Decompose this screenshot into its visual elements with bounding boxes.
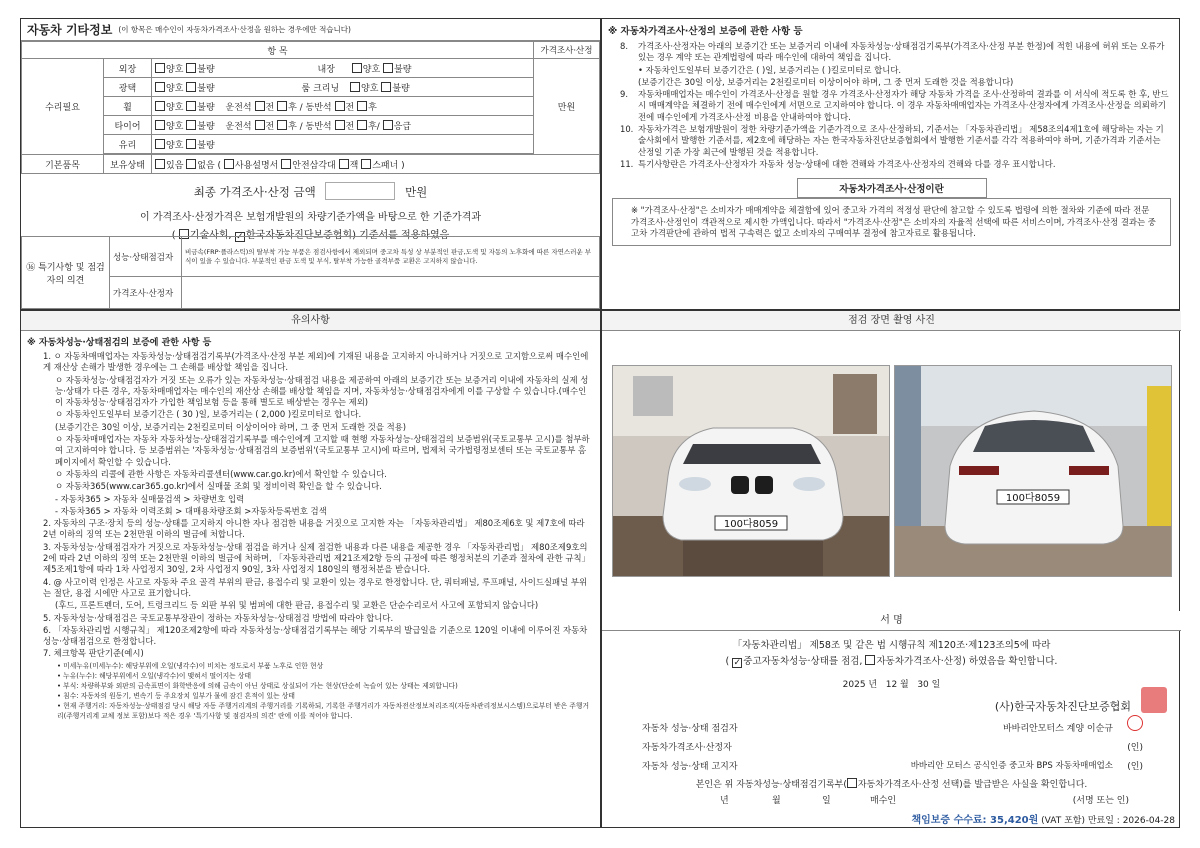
notice-header: 유의사항	[21, 311, 600, 331]
notice-item: 1. ㅇ 자동차매매업자는 자동차성능·상태점검기록부(가격조사·산정 부분 제외)에 기재된 내용을 고지하지 아니하거나 거짓으로 고지함으로써 매수인에게 재산상 손해가 발생한 경우에는 그 손해를 배상할 책임을 집니다.	[43, 351, 589, 373]
checkbox[interactable]	[847, 778, 857, 788]
receipt-line: 본인은 위 자동차성능·상태점검기록부( 자동차가격조사·산정 선택)를 발급받은 사실을 확인합니다.	[695, 780, 1088, 790]
price-unit: 만원	[534, 59, 600, 155]
sign-date: 2025 년 12 월 30 일	[842, 680, 941, 690]
notifier-value: 바바리안 모터스 공식인증 중고차 BPS 자동차매매업소	[910, 761, 1113, 771]
expiry-date: 만료일 : 2026-04-28	[1087, 816, 1175, 826]
row-glass: 유리	[104, 135, 152, 154]
criteria-item: • 누유(누수): 해당부위에서 오일(냉각수)이 맺혀서 떨어지는 상태	[57, 671, 252, 680]
notice-items	[43, 351, 591, 721]
row-owned: 보유상태	[104, 155, 152, 174]
notice-item: ㅇ 자동차인도일부터 보증기간은 ( 30 )일, 보증거리는 ( 2,000 )킬로미터로 합니다.	[55, 409, 362, 420]
price-guarantee-item: (보증기간은 30일 이상, 보증거리는 2천킬로미터 이상이어야 하며, 그 중 먼저 도래한 것을 적용합니다)	[638, 76, 1014, 87]
price-guarantee-panel	[602, 19, 1181, 309]
checkbox[interactable]	[352, 63, 362, 73]
rear-plate: 100다8059	[1005, 493, 1061, 504]
row-wheel: 휠	[104, 97, 152, 116]
checkbox-checked[interactable]: ✓	[236, 232, 244, 242]
glass-options: 양호 불량	[152, 135, 534, 154]
checkbox[interactable]	[186, 82, 196, 92]
checkbox[interactable]	[361, 159, 371, 169]
other-info-panel	[21, 19, 600, 309]
front-plate: 100다8059	[723, 519, 779, 530]
checkbox[interactable]	[186, 139, 196, 149]
notice-item: 4. @ 사고이력 인정은 사고로 자동차 주요 골격 부위의 판금, 용접수리 및 교환이 있는 경우로 한정합니다. 단, 쿼터패널, 루프패널, 사이드실패널 부위는 절단, 용접 시에만 사고로 표기합니다.	[43, 576, 588, 598]
checkbox[interactable]	[186, 120, 196, 130]
price-guarantee-item: 11. 특기사항란은 가격조사·산정자가 자동차 성능·상태에 대한 견해와 가격조사·산정자의 견해와 다를 경우 표시합니다.	[620, 158, 1056, 169]
price-box-text: ※ "가격조사·산정"은 소비자가 매매계약을 체결함에 있어 중고차 가격의 적정성 판단에 참고할 수 있도록 법령에 의한 절차와 기준에 따라 전문 가격조사·산정인이 객관적으로 제시한 가액입니다. 따라서 "가격조사·산정"은 소비자의 자율적 선택에 따른 서비스이며, 가격조사·산정 결과는 중고차 가격판단에 관하여 법적 구속력은 없고 소비자의 구매여부 결정에 참고자료로 활용됩니다.	[612, 198, 1171, 246]
criteria-item: • 미세누유(미세누수): 해당부위에 오일(냉각수)이 비치는 정도로서 부품 노후로 인한 현상	[57, 661, 324, 670]
checkbox[interactable]	[281, 159, 291, 169]
final-price-label: 최종 가격조사·산정 금액	[193, 185, 316, 199]
col-item: 항 목	[22, 42, 534, 59]
checkbox[interactable]	[277, 101, 287, 111]
checkbox[interactable]	[335, 101, 345, 111]
special-label: ⑯ 특기사항 및 점검자의 의견	[22, 237, 110, 309]
notifier-label: 자동차 성능·상태 고지자	[642, 762, 738, 772]
checkbox[interactable]	[155, 63, 165, 73]
checkbox[interactable]	[155, 139, 165, 149]
notice-item: 7. 체크항목 판단기준(예시)	[43, 648, 144, 659]
price-box-title: 자동차가격조사·산정이란	[797, 178, 987, 198]
checkbox[interactable]	[339, 159, 349, 169]
row-gloss: 광택	[104, 78, 152, 97]
price-guarantee-items	[602, 41, 1181, 170]
front-photo	[612, 365, 890, 577]
price-guarantee-header: ※ 자동차가격조사·산정의 보증에 관한 사항 등	[608, 26, 803, 37]
photo-sign-panel: 점검 장면 촬영 사진 100다8059 100다8059 서 명 「자동차관리법」 제58조 및 같은 법 시행규칙 제120조·제123조의5에 따라 ( ✓ 중고자동차성능·상태를 점검, 자동차가격조사·산정) 하였음을 확인합니다. 2025 년 12 월 30 일 (사)한국자동차진단보증협회 자동차 성능·상태 점검자 바바리안모터스 계양 이순규 자동차가격조사·산정자 (인) 자동차 성능·상태 고지자 바바리안 모터스 공식인증 중고차 BPS 자동차매매업소 (인) 본인은 위 자동차성능·상태점검기록부( 자동차가격조사·산정 선택)를 발급받은 사실을 확인합니다. 년 월 일 매수인 (서명 또는 인) 책임보증 수수료: 35,420원 (VAT 포함) 만료일 : 2026-04-28	[602, 311, 1181, 829]
final-price-input[interactable]	[325, 182, 395, 200]
checkbox[interactable]	[155, 101, 165, 111]
perf-inspector-label: 성능·상태점검자	[110, 237, 182, 277]
price-guarantee-item: • 자동차인도일부터 보증기간은 ( )일, 보증거리는 ( )킬로미터로 합니다.	[638, 64, 902, 75]
checkbox[interactable]	[255, 101, 265, 111]
photo-header: 점검 장면 촬영 사진	[602, 311, 1181, 331]
checkbox[interactable]	[277, 120, 287, 130]
notice-item: 3. 자동차성능·상태점검자가 거짓으로 자동차성능·상태 점검을 하거나 실제 점검한 내용과 다른 내용을 제공한 경우 「자동차관리법」 제80조제9호의2에 따라 2년 이하의 징역 또는 2천만원 이하의 벌금에 처하며, 「자동차관리법 제21조제2항 등의 규정에 따른 행정처분의 기준과 절차에 관한 규칙」 제5조제1항에 따라 1차 사업정지 30일, 2차 사업정지 90일, 3차 사업정지 180일의 행정처분을 받습니다.	[43, 541, 590, 575]
checkbox[interactable]	[381, 82, 391, 92]
notice-item: (후드, 프론트펜더, 도어, 트렁크리드 등 외판 부위 및 범퍼에 대한 판금, 용접수리 및 교환은 단순수리로서 사고에 포함되지 않습니다)	[55, 600, 539, 611]
checkbox[interactable]	[350, 82, 360, 92]
checkbox[interactable]	[224, 159, 234, 169]
law-line: 「자동차관리법」 제58조 및 같은 법 시행규칙 제120조·제123조의5에 따라	[732, 640, 1051, 651]
other-info-note: (이 항목은 매수인이 자동차가격조사·산정을 원하는 경우에만 적습니다)	[118, 25, 351, 34]
checkbox[interactable]	[186, 101, 196, 111]
checkbox[interactable]	[357, 120, 367, 130]
other-info-title: 자동차 기타정보	[27, 23, 113, 37]
basis-options: ( 기술사회, ✓ 한국자동차진단보증협회) 기준서를 적용하였음	[171, 230, 450, 242]
row-roomcleaning: 룸 크리닝	[301, 83, 340, 94]
notice-item: (보증기간은 30일 이상, 보증거리는 2천킬로미터 이상이어야 하며, 그 중 먼저 도래한 것을 적용)	[55, 421, 407, 432]
rear-photo	[894, 365, 1172, 577]
wheel-options: 양호 불량 운전석 전 후 / 동반석 전 후	[152, 97, 534, 116]
checkbox[interactable]	[155, 120, 165, 130]
gloss-options: 양호 불량 룸 크리닝 양호 불량	[152, 78, 534, 97]
notice-panel	[21, 311, 600, 829]
tire-options: 양호 불량 운전석 전 후 / 동반석 전 후/ 응급	[152, 116, 534, 135]
checkbox[interactable]	[357, 101, 367, 111]
notice-item: ㅇ 자동차365(www.car365.go.kr)에서 실매물 조회 및 정비이력 확인을 할 수 있습니다.	[55, 481, 382, 492]
inspector-value: 바바리안모터스 계양 이순규	[1002, 724, 1113, 734]
col-price: 가격조사·산정	[534, 42, 600, 59]
confirm-line: ( ✓ 중고자동차성능·상태를 점검, 자동차가격조사·산정) 하였음을 확인합니다.	[725, 656, 1058, 668]
exterior-options: 양호 불량 내장 양호 불량	[152, 59, 534, 78]
row-exterior: 외장	[104, 59, 152, 78]
basic-label: 기본품목	[22, 155, 104, 174]
checkbox-checked[interactable]: ✓	[733, 658, 742, 668]
notice-subheader: ※ 자동차성능·상태점검의 보증에 관한 사항 등	[27, 338, 212, 348]
criteria-item: • 침수: 자동차의 원동기, 변속기 등 주요장치 일부가 물에 잠긴 흔적이 있는 상태	[57, 691, 295, 700]
row-interior: 내장	[317, 64, 335, 75]
inspector-label: 자동차 성능·상태 점검자	[642, 724, 738, 734]
notice-item: - 자동차365 > 자동차 실매물검색 > 차량번호 입력	[55, 493, 245, 504]
checkbox[interactable]	[155, 159, 165, 169]
fee-amount: 책임보증 수수료: 35,420원	[911, 815, 1039, 826]
special-table	[21, 236, 600, 309]
final-price-row	[21, 182, 600, 200]
notice-item: - 자동차365 > 자동차 이력조회 > 대매용차량조회 >자동차등록번호 검색	[55, 505, 327, 516]
checkbox[interactable]	[383, 120, 393, 130]
row-tire: 타이어	[104, 116, 152, 135]
special-text: 비금속(FRP·플라스틱)의 탈부착 가능 부품은 점검사항에서 제외되며 중고차 특성 상 부분적인 판금,도색 및 자동의 노후화에 따른 자연스러운 부식이 있을 수 있습니다. 부분적인 판금 도색 및 부식, 탈부착 가능한 골격부품 교환은 고지하지 않습니다.	[182, 237, 600, 277]
notifier-seal: (인)	[1127, 762, 1143, 772]
price-inspector-sign-label: 자동차가격조사·산정자	[642, 743, 732, 753]
notice-item: 2. 자동차의 구조·장치 등의 성능·상태를 고지하지 아니한 자나 점검한 내용을 거짓으로 고지한 자는 「자동차관리법」 제80조제6호 및 제7호에 따라 2년 이하의 징역 또는 2천만원 이하의 벌금에 처합니다.	[43, 518, 585, 540]
criteria-item: • 부식: 차량하부와 외판의 금속표면이 화학반응에 의해 금속이 아닌 상태로 상실되어 가는 현상(단순히 녹슬어 있는 상태는 제외합니다)	[57, 681, 458, 690]
checkbox[interactable]	[865, 655, 875, 665]
price-guarantee-item: 8. 가격조사·산정자는 아래의 보증기간 또는 보증거리 이내에 자동차성능·상태점검기록부(가격조사·산정 부분 한정)에 적힌 내용에 허위 또는 오류가 있는 경우 계약 또는 관계법령에 따라 매수인에 대하여 책임을 집니다.	[620, 41, 1165, 63]
price-inspector-seal: (인)	[1127, 743, 1143, 753]
fee-line: 책임보증 수수료: 35,420원 (VAT 포함) 만료일 : 2026-04-28	[911, 815, 1175, 826]
price-inspector-label: 가격조사·산정자	[110, 277, 182, 309]
notice-item: ㅇ 자동차의 리콜에 관한 사항은 자동차리콜센터(www.car.go.kr)에서 확인할 수 있습니다.	[55, 468, 387, 479]
checkbox[interactable]	[383, 63, 393, 73]
basis-text: 이 가격조사·산정가격은 보험개발원의 차량기준가액을 바탕으로 한 기준가격과	[139, 212, 482, 223]
checkbox[interactable]	[255, 120, 265, 130]
notice-item: 5. 자동차성능·상태점검은 국토교통부장관이 정하는 자동차성능·상태점검 방법에 따라야 합니다.	[43, 612, 394, 623]
record-sheet	[20, 18, 1180, 828]
notice-item: 6. 「자동차관리법 시행규칙」 제120조제2항에 따라 자동차성능·상태점검기록부는 해당 기록부의 발급일을 기준으로 120일 이내에 이루어진 자동차 성능·상태점검으로 한정합니다.	[43, 624, 588, 647]
repair-label: 수리필요	[22, 59, 104, 155]
association-seal-icon	[1141, 687, 1167, 713]
price-guarantee-item: 9. 자동차매매업자는 매수인이 가격조사·산정을 원할 경우 가격조사·산정자가 해당 자동차 가격을 조사·산정하여 결과를 이 서식에 적도록 한 후, 반드시 매매계약을 체결하기 전에 매수인에게 서면으로 고지하여야 합니다. 이 경우 자동차매매업자는 가격조사·산정자에게 가격조사·산정을 의뢰하기 전에 매수인에게 가격조사·산정 비용을 안내하여야 합니다.	[620, 89, 1169, 122]
checkbox[interactable]	[186, 159, 196, 169]
final-price-unit: 만원	[405, 185, 428, 199]
association-name: (사)한국자동차진단보증협회	[994, 700, 1131, 713]
notice-item: ㅇ 자동차매매업자는 자동차 자동차성능·상태점검기록부를 매수인에게 고지할 때 현행 자동차성능·상태점검의 보증범위(국토교통부 고시)를 첨부하여 고지하여야 합니다. 등 보증범위는 '자동차성능·상태점검의 보증범위'(국토교통부 고시)에 따르며, 법제처 국가법령정보센터 또는 국토교통부 홈페이지에서 확인할 수 있습니다.	[55, 434, 590, 467]
checkbox[interactable]	[186, 63, 196, 73]
checkbox[interactable]	[335, 120, 345, 130]
inspector-seal-icon	[1127, 715, 1143, 731]
owned-options: 있음 없음 ( 사용설명서 안전삼각대 잭 스패너 )	[152, 155, 600, 174]
option-table	[21, 41, 600, 174]
notice-item: ㅇ 자동차성능·상태점검자가 거짓 또는 오류가 있는 자동차성능·상태점검 내용을 제공하여 아래의 보증기간 또는 보증거리 이내에 자동차의 실제 성능·상태가 다른 경우, 자동차매매업자는 매수인의 재산상 손해를 배상할 책임을 지며, 자동차성능·상태점검자에게 이를 구상할 수 있습니다.(매수인이 자동차성능·상태점검자가 가입한 책임보험 등을 통해 별도로 배상받는 경우는 제외)	[55, 374, 589, 408]
price-inspector-value	[182, 277, 600, 309]
price-guarantee-item: 10. 자동차가격은 보험개발원이 정한 차량기준가액을 기준가격으로 조사·산정하되, 기준서는 「자동차관리법」 제58조의4제1호에 해당하는 자는 기술사회에서 발행한 기준서를, 제2호에 해당하는 자는 한국자동차진단보증협회에서 발행한 기준서를 각각 적용하여야 하며, 기준가격과 기준서는 산정일 기준 가장 최근에 발행된 것을 적용합니다.	[620, 124, 1164, 157]
checkbox[interactable]	[155, 82, 165, 92]
sign-header: 서 명	[602, 611, 1181, 631]
criteria-item: • 현재 주행거리: 자동차성능·상태점검 당시 해당 자동 주행거리계의 주행거리를 기록하되, 기록한 주행거리가 자동차전산정보처리조직(자동차관리정보시스템)으로부터 받은 주행거리(주행거리계 교체 정보 포함)보다 적은 경우 '특기사항 및 점검자의 의견' 란에 이를 적어야 합니다.	[57, 701, 590, 720]
